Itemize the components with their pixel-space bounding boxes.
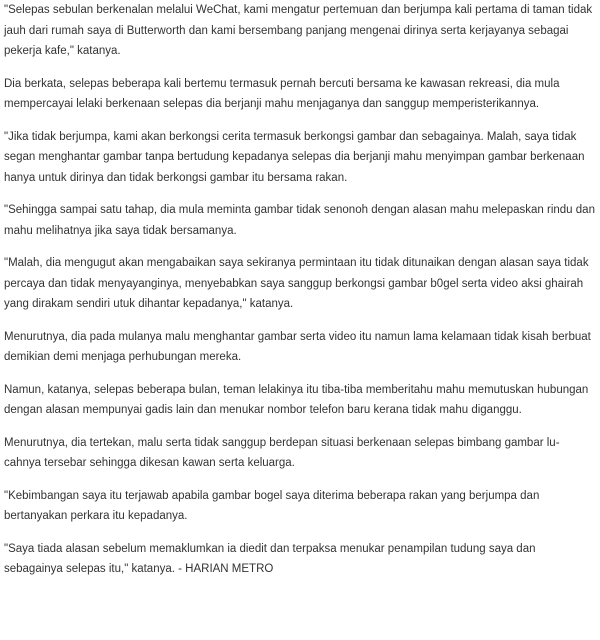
article-paragraph: Namun, katanya, selepas beberapa bulan, teman lelakinya itu tiba-tiba memberitahu mahu memutuskan hubungan dengan alasan mempunyai gadis lain dan menukar nombor telefon baru kerana tidak mahu diganggu.: [4, 383, 589, 416]
article-paragraph: "Malah, dia mengugut akan mengabaikan saya sekiranya permintaan itu tidak ditunaikan dengan alasan saya tidak percaya dan tidak menyayanginya, menyebabkan saya sanggup berkongsi gambar b0gel serta video aksi ghairah yang dirakam sendiri utuk dihantar kepadanya," katanya.: [4, 257, 589, 310]
article-paragraph: "Jika tidak berjumpa, kami akan berkongsi cerita termasuk berkongsi gambar dan sebagainya. Malah, saya tidak segan menghantar gambar tanpa bertudung kepadanya selepas dia berjanji mahu menyimpan gambar berkenaan hanya untuk dirinya dan tidak berkongsi gambar itu bersama rakan.: [4, 130, 585, 184]
article-paragraph: "Kebimbangan saya itu terjawab apabila gambar bogel saya diterima beberapa rakan yang berjumpa dan bertanyakan perkara itu kepadanya.: [4, 489, 540, 522]
article-paragraph: Menurutnya, dia pada mulanya malu menghantar gambar serta video itu namun lama kelamaan tidak kisah berbuat demikian demi menjaga perhubungan mereka.: [4, 330, 591, 363]
article-paragraph: "Selepas sebulan berkenalan melalui WeChat, kami mengatur pertemuan dan berjumpa kali pertama di taman tidak jauh dari rumah saya di Butterworth dan kami bersembang panjang mengenai dirinya serta kerjayanya sebagai pekerja kafe," katanya.: [4, 4, 593, 57]
article-paragraph: "Sehingga sampai satu tahap, dia mula meminta gambar tidak senonoh dengan alasan mahu melepaskan rindu dan mahu melihatnya jika saya tidak bersamanya.: [4, 204, 595, 237]
article-paragraph: "Saya tiada alasan sebelum memaklumkan ia diedit dan terpaksa menukar penampilan tudung saya dan sebagainya selepas itu," katanya. - HARIAN METRO: [4, 542, 536, 575]
article-paragraph: Dia berkata, selepas beberapa kali bertemu termasuk pernah bercuti bersama ke kawasan rekreasi, dia mula mempercayai lelaki berkenaan selepas dia berjanji mahu menjaganya dan sanggup memperisterikannya.: [4, 77, 560, 110]
article-paragraph: Menurutnya, dia tertekan, malu serta tidak sanggup berdepan situasi berkenaan selepas bimbang gambar lu-cahnya tersebar sehingga dikesan kawan serta keluarga.: [4, 436, 560, 469]
